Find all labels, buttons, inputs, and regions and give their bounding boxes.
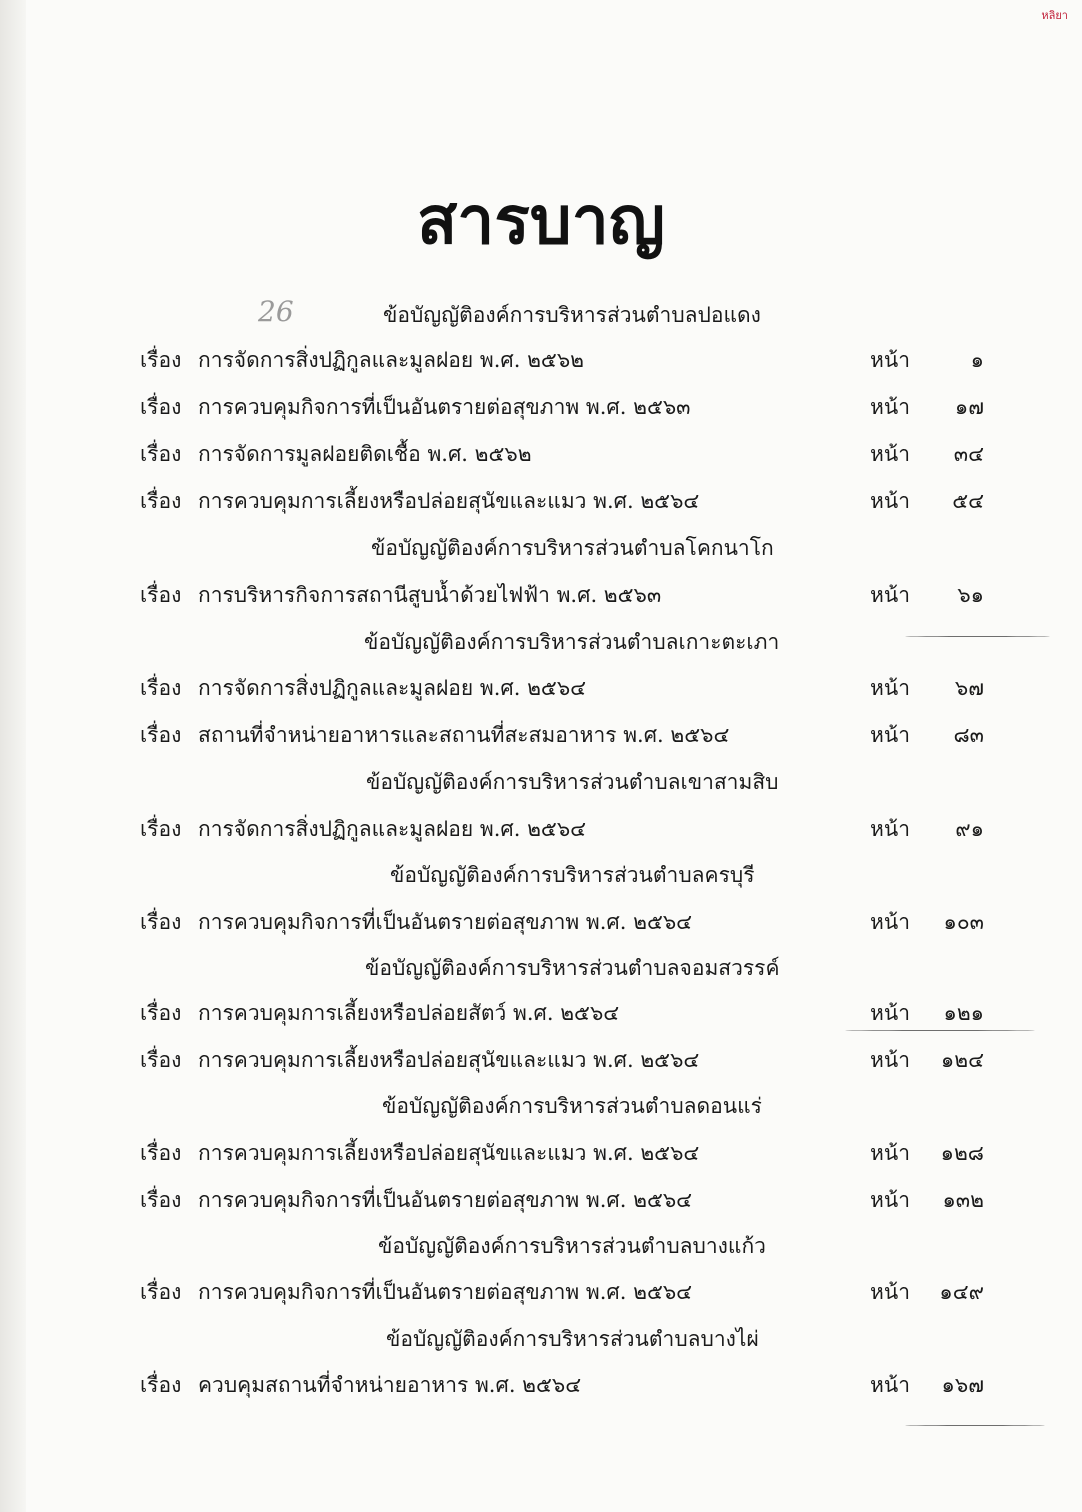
- page-label: หน้า: [870, 817, 910, 841]
- toc-section-heading: ข้อบัญญัติองค์การบริหารส่วนตำบลจอมสวรรค์: [365, 956, 780, 980]
- toc-section-heading: ข้อบัญญัติองค์การบริหารส่วนตำบลบางแก้ว: [378, 1234, 766, 1258]
- toc-entry: [0, 1133, 1082, 1173]
- page-label: หน้า: [870, 1373, 910, 1397]
- entry-label: เรื่อง: [140, 1048, 182, 1072]
- page-number: ๑๗: [954, 395, 984, 419]
- toc-entry: [0, 993, 1082, 1033]
- toc-entry: [0, 902, 1082, 942]
- toc-section-heading: ข้อบัญญัติองค์การบริหารส่วนตำบลครบุรี: [390, 863, 755, 887]
- entry-title: การจัดการสิ่งปฏิกูลและมูลฝอย พ.ศ. ๒๕๖๒: [198, 348, 584, 372]
- page-label: หน้า: [870, 676, 910, 700]
- toc-entry: [0, 434, 1082, 474]
- toc-section-heading: ข้อบัญญัติองค์การบริหารส่วนตำบลบางไผ่: [386, 1327, 759, 1351]
- entry-title: การบริหารกิจการสถานีสูบน้ำด้วยไฟฟ้า พ.ศ. ๒๕๖๓: [198, 583, 662, 607]
- toc-entry: [0, 1180, 1082, 1220]
- pen-mark: [845, 1030, 1035, 1031]
- entry-label: เรื่อง: [140, 348, 182, 372]
- entry-label: เรื่อง: [140, 817, 182, 841]
- entry-label: เรื่อง: [140, 910, 182, 934]
- toc-entry: [0, 668, 1082, 708]
- page-label: หน้า: [870, 1188, 910, 1212]
- entry-label: เรื่อง: [140, 395, 182, 419]
- toc-section-heading: ข้อบัญญัติองค์การบริหารส่วนตำบลเขาสามสิบ: [366, 770, 779, 794]
- entry-label: เรื่อง: [140, 1280, 182, 1304]
- page-number: ๑๐๓: [943, 910, 984, 934]
- entry-label: เรื่อง: [140, 1188, 182, 1212]
- entry-title: การควบคุมการเลี้ยงหรือปล่อยสุนัขและแมว พ.ศ. ๒๕๖๔: [198, 489, 700, 513]
- toc-section-heading: ข้อบัญญัติองค์การบริหารส่วนตำบลปอแดง: [383, 303, 761, 327]
- page-number: ๑๒๑: [943, 1001, 984, 1025]
- entry-title: การควบคุมกิจการที่เป็นอันตรายต่อสุขภาพ พ.ศ. ๒๕๖๔: [198, 910, 693, 934]
- page-number: ๖๗: [954, 676, 984, 700]
- entry-title: การจัดการสิ่งปฏิกูลและมูลฝอย พ.ศ. ๒๕๖๔: [198, 817, 587, 841]
- page-label: หน้า: [870, 348, 910, 372]
- pen-mark: [905, 1425, 1045, 1426]
- entry-label: เรื่อง: [140, 1373, 182, 1397]
- page-number: ๘๓: [953, 723, 984, 747]
- entry-title: การควบคุมกิจการที่เป็นอันตรายต่อสุขภาพ พ.ศ. ๒๕๖๓: [198, 395, 691, 419]
- page-label: หน้า: [870, 1001, 910, 1025]
- page-label: หน้า: [870, 583, 910, 607]
- page-label: หน้า: [870, 395, 910, 419]
- toc-entry: [0, 1272, 1082, 1312]
- corner-mark: หลิยา: [1041, 9, 1068, 22]
- pen-mark: [905, 636, 1050, 637]
- page-number: ๓๔: [953, 442, 984, 466]
- page-number: ๕๔: [952, 489, 984, 513]
- page-number: ๑: [970, 348, 984, 372]
- toc-entry: [0, 715, 1082, 755]
- entry-title: การควบคุมกิจการที่เป็นอันตรายต่อสุขภาพ พ.ศ. ๒๕๖๔: [198, 1188, 693, 1212]
- entry-title: การควบคุมการเลี้ยงหรือปล่อยสัตว์ พ.ศ. ๒๕๖๔: [198, 1001, 620, 1025]
- entry-label: เรื่อง: [140, 723, 182, 747]
- page-number: ๑๒๘: [940, 1141, 984, 1165]
- page-number: ๑๖๗: [941, 1373, 984, 1397]
- entry-label: เรื่อง: [140, 583, 182, 607]
- entry-label: เรื่อง: [140, 1001, 182, 1025]
- toc-section-heading: ข้อบัญญัติองค์การบริหารส่วนตำบลเกาะตะเภา: [364, 630, 780, 654]
- page-label: หน้า: [870, 1048, 910, 1072]
- entry-label: เรื่อง: [140, 489, 182, 513]
- page-label: หน้า: [870, 489, 910, 513]
- toc-section-heading: ข้อบัญญัติองค์การบริหารส่วนตำบลดอนแร่: [382, 1094, 762, 1118]
- toc-entry: [0, 340, 1082, 380]
- handwritten-note: 26: [258, 295, 294, 328]
- page-label: หน้า: [870, 1280, 910, 1304]
- page-number: ๑๔๙: [939, 1280, 984, 1304]
- page-number: ๑๓๒: [942, 1188, 984, 1212]
- entry-title: การควบคุมกิจการที่เป็นอันตรายต่อสุขภาพ พ.ศ. ๒๕๖๔: [198, 1280, 693, 1304]
- entry-label: เรื่อง: [140, 676, 182, 700]
- toc-section-heading: ข้อบัญญัติองค์การบริหารส่วนตำบลโคกนาโก: [371, 536, 774, 560]
- entry-title: การควบคุมการเลี้ยงหรือปล่อยสุนัขและแมว พ.ศ. ๒๕๖๔: [198, 1141, 700, 1165]
- toc-entry: [0, 809, 1082, 849]
- entry-title: ควบคุมสถานที่จำหน่ายอาหาร พ.ศ. ๒๕๖๔: [198, 1373, 582, 1397]
- page-number: ๑๒๔: [940, 1048, 984, 1072]
- entry-title: การจัดการมูลฝอยติดเชื้อ พ.ศ. ๒๕๖๒: [198, 442, 532, 466]
- toc-entry: [0, 481, 1082, 521]
- page-number: ๙๑: [955, 817, 984, 841]
- page-label: หน้า: [870, 1141, 910, 1165]
- page-number: ๖๑: [957, 583, 984, 607]
- toc-entry: [0, 387, 1082, 427]
- page-label: หน้า: [870, 723, 910, 747]
- page-label: หน้า: [870, 910, 910, 934]
- entry-title: สถานที่จำหน่ายอาหารและสถานที่สะสมอาหาร พ.ศ. ๒๕๖๔: [198, 723, 730, 747]
- page-title: สารบาญ: [417, 182, 665, 259]
- page-label: หน้า: [870, 442, 910, 466]
- toc-entry: [0, 1365, 1082, 1405]
- entry-title: การจัดการสิ่งปฏิกูลและมูลฝอย พ.ศ. ๒๕๖๔: [198, 676, 587, 700]
- entry-label: เรื่อง: [140, 1141, 182, 1165]
- toc-entry: [0, 1040, 1082, 1080]
- entry-label: เรื่อง: [140, 442, 182, 466]
- toc-entry: [0, 575, 1082, 615]
- entry-title: การควบคุมการเลี้ยงหรือปล่อยสุนัขและแมว พ.ศ. ๒๕๖๔: [198, 1048, 700, 1072]
